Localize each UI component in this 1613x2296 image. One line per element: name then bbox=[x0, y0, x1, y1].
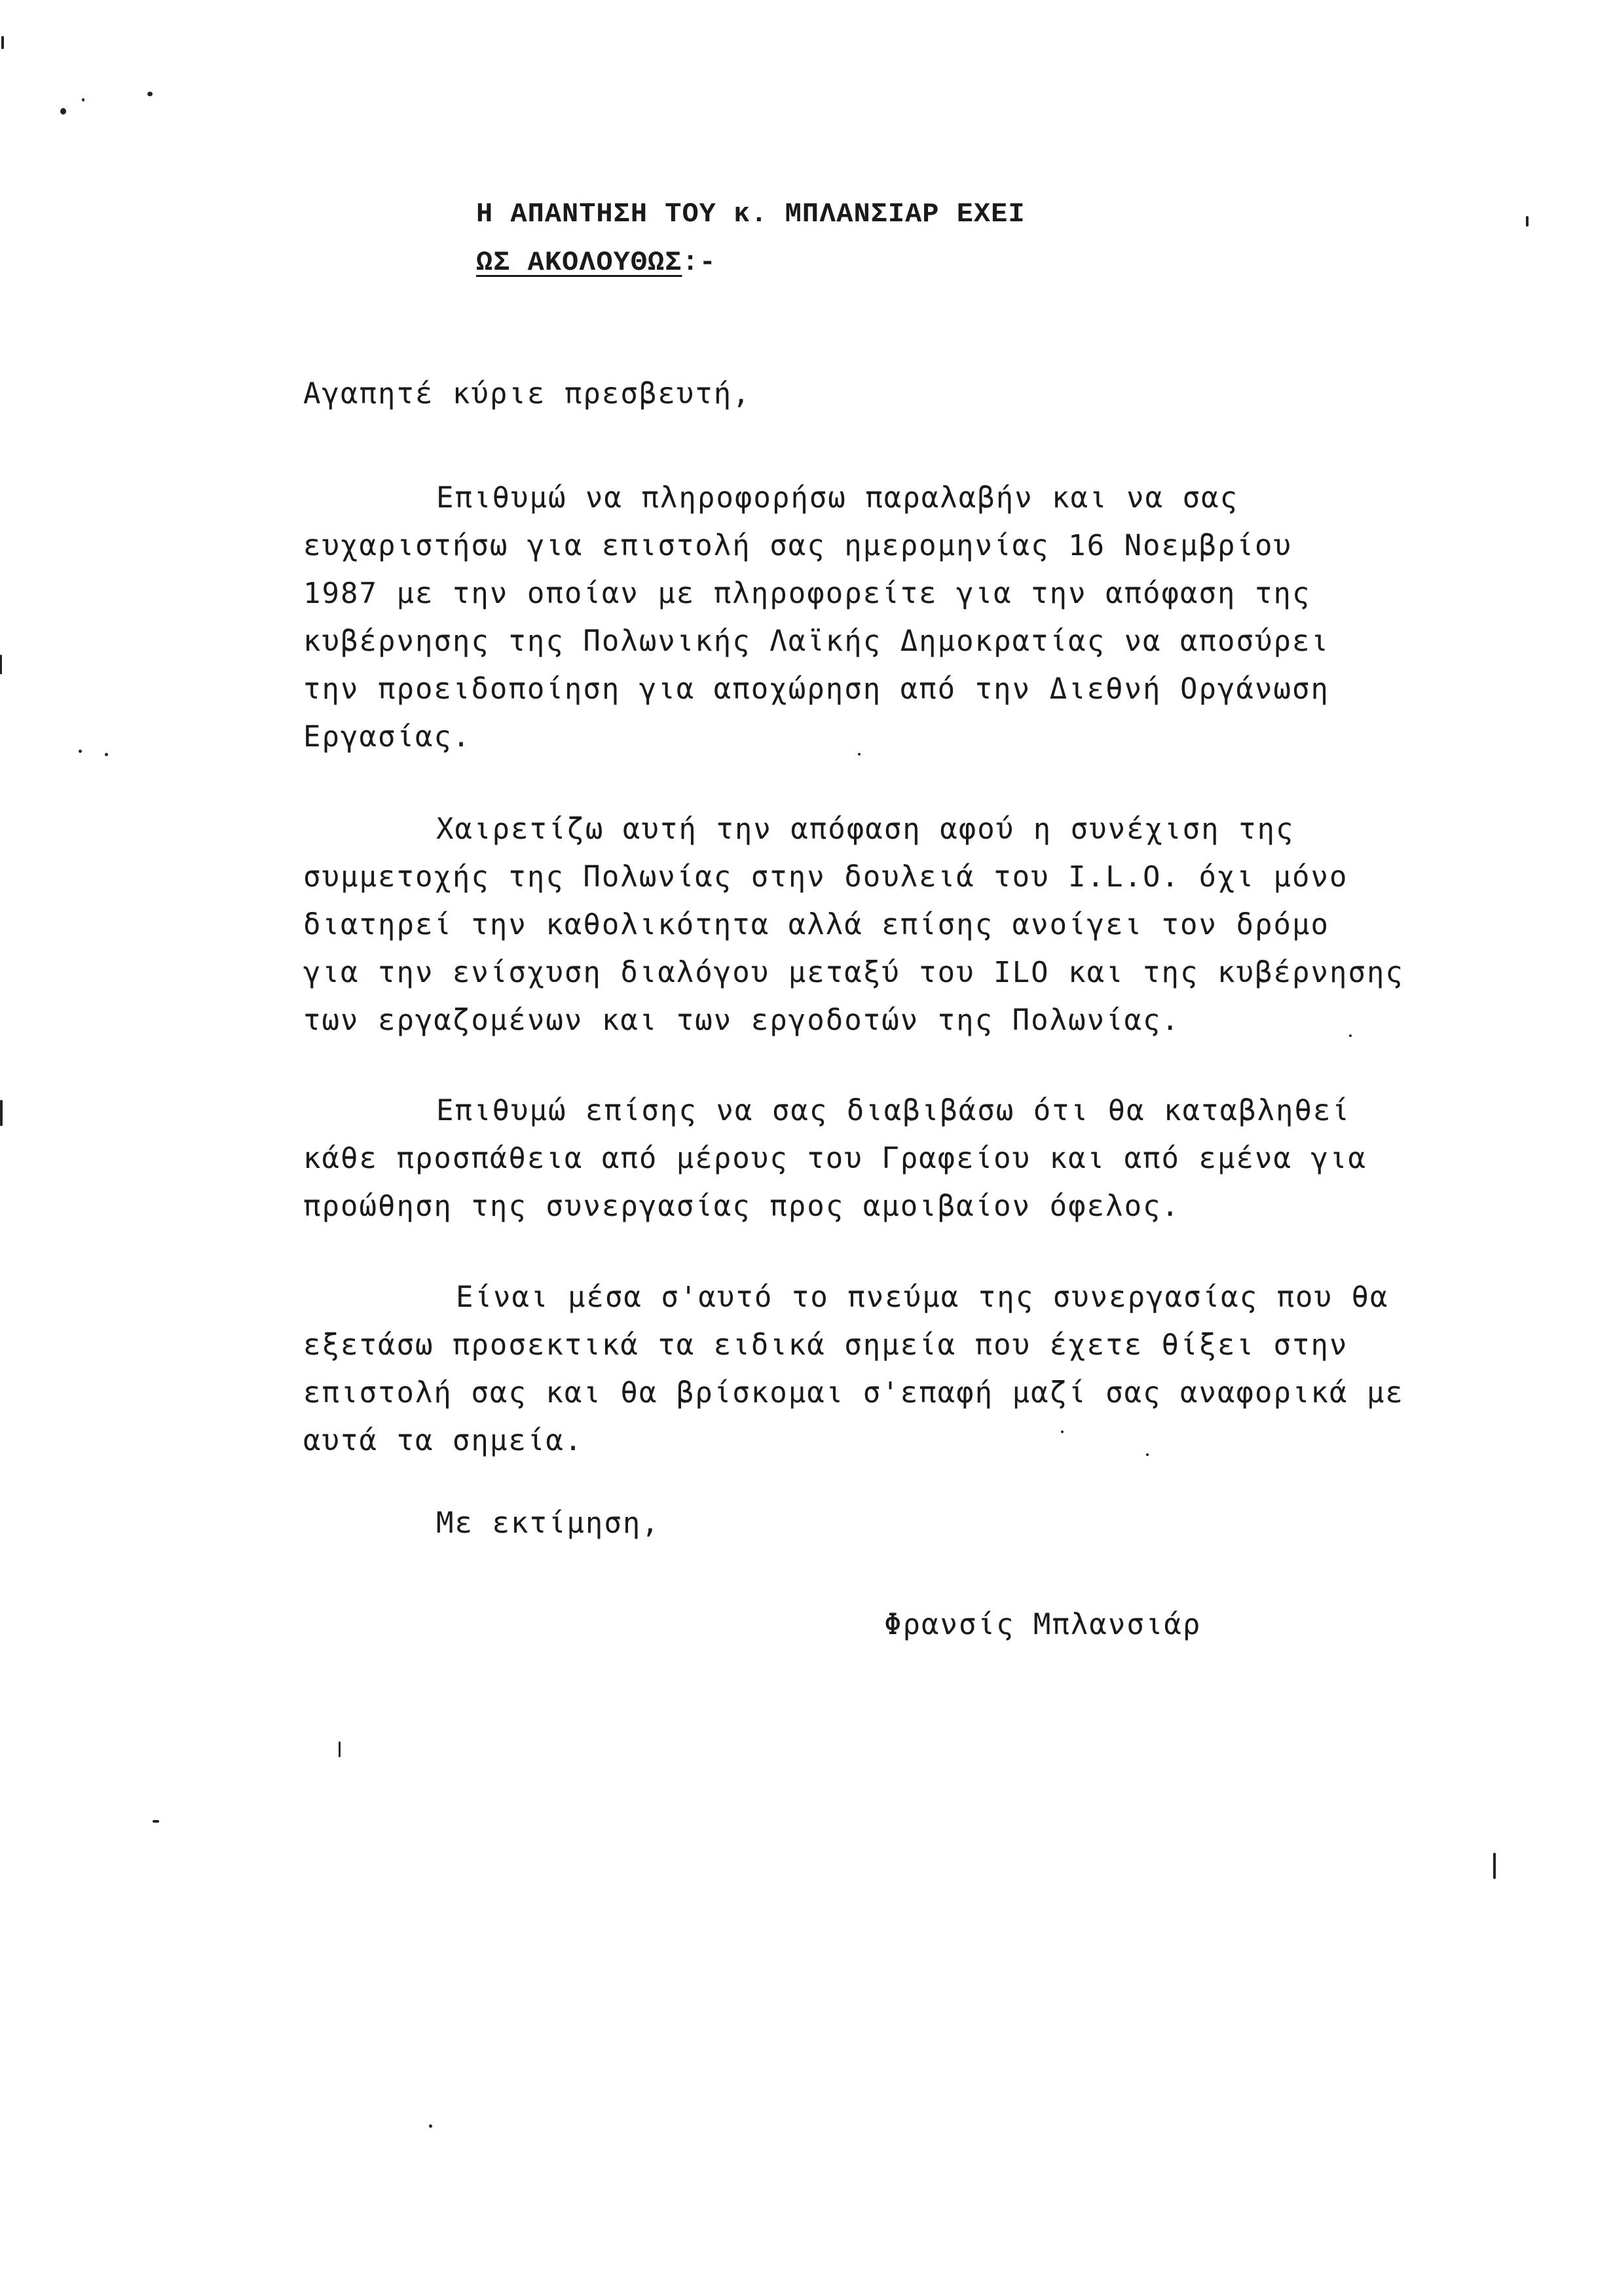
paragraph-2 bbox=[303, 805, 1469, 1044]
scan-speck bbox=[339, 1741, 341, 1757]
paragraph-line: κάθε προσπάθεια από μέρους του Γραφείου και από εμένα για bbox=[303, 1142, 1367, 1175]
letter-heading bbox=[476, 190, 1327, 287]
paragraph-line: Επιθυμώ να πληροφορήσω παραλαβήν και να σας bbox=[436, 481, 1239, 515]
paragraph-1 bbox=[303, 474, 1469, 761]
signature-name: Φρανσίς Μπλανσιάρ bbox=[884, 1608, 1202, 1641]
paragraph-line: προώθηση της συνεργασίας προς αμοιβαίον όφελος. bbox=[303, 1190, 1181, 1223]
scan-speck bbox=[429, 2124, 432, 2128]
scan-speck bbox=[105, 753, 108, 756]
scan-speck bbox=[147, 92, 153, 96]
scan-speck bbox=[1, 36, 4, 49]
scan-speck bbox=[153, 1820, 159, 1823]
paragraph-line: επιστολή σας και θα βρίσκομαι σ'επαφή μαζί σας αναφορικά με bbox=[303, 1376, 1404, 1410]
paragraph-line: εξετάσω προσεκτικά τα ειδικά σημεία που έχετε θίξει στην bbox=[303, 1328, 1348, 1362]
scan-speck bbox=[0, 655, 2, 674]
paragraph-line: ευχαριστήσω για επιστολή σας ημερομηνίας 16 Νοεμβρίου bbox=[303, 529, 1292, 562]
paragraph-4 bbox=[303, 1273, 1469, 1465]
paragraph-line: 1987 με την οποίαν με πληροφορείτε για την απόφαση της bbox=[303, 577, 1311, 610]
scan-speck bbox=[1526, 216, 1529, 227]
heading-line-1: Η ΑΠΑΝΤΗΣΗ ΤΟΥ κ. ΜΠΛΑΝΣΙΑΡ ΕΧΕΙ bbox=[476, 198, 1026, 230]
salutation: Αγαπητέ κύριε πρεσβευτή, bbox=[303, 377, 751, 410]
paragraph-line: για την ενίσχυση διαλόγου μεταξύ του ILO και της κυβέρνησης bbox=[303, 956, 1404, 989]
scan-speck bbox=[79, 750, 82, 753]
scan-speck bbox=[1493, 1853, 1496, 1879]
paragraph-line: αυτά τα σημεία. bbox=[303, 1424, 584, 1457]
paragraph-line: την προειδοποίηση για αποχώρηση από την Διεθνή Οργάνωση bbox=[303, 672, 1329, 706]
heading-line-2-suffix: :- bbox=[682, 247, 716, 278]
paragraph-line: διατηρεί την καθολικότητα αλλά επίσης ανοίγει τον δρόμο bbox=[303, 908, 1329, 941]
paragraph-line: Επιθυμώ επίσης να σας διαβιβάσω ότι θα καταβληθεί bbox=[436, 1094, 1351, 1127]
heading-line-2 bbox=[476, 238, 1327, 287]
paragraph-line: Χαιρετίζω αυτή την απόφαση αφού η συνέχιση της bbox=[436, 812, 1295, 846]
paragraph-line: των εργαζομένων και των εργοδοτών της Πολωνίας. bbox=[303, 1004, 1181, 1037]
paragraph-line: κυβέρνησης της Πολωνικής Λαϊκής Δημοκρατίας να αποσύρει bbox=[303, 625, 1329, 658]
paragraph-line: Είναι μέσα σ'αυτό το πνεύμα της συνεργασίας που θα bbox=[456, 1281, 1389, 1314]
paragraph-line: Εργασίας. bbox=[303, 720, 472, 754]
paragraph-line: συμμετοχής της Πολωνίας στην δουλειά του I.L.O. όχι μόνο bbox=[303, 860, 1348, 894]
closing-phrase: Με εκτίμηση, bbox=[436, 1506, 660, 1540]
scan-speck bbox=[0, 1100, 3, 1126]
paragraph-3 bbox=[303, 1087, 1469, 1230]
scan-speck bbox=[82, 98, 84, 101]
heading-line-2-underlined: ΩΣ ΑΚΟΛΟΥΘΩΣ bbox=[476, 247, 682, 278]
scan-speck bbox=[60, 108, 66, 115]
